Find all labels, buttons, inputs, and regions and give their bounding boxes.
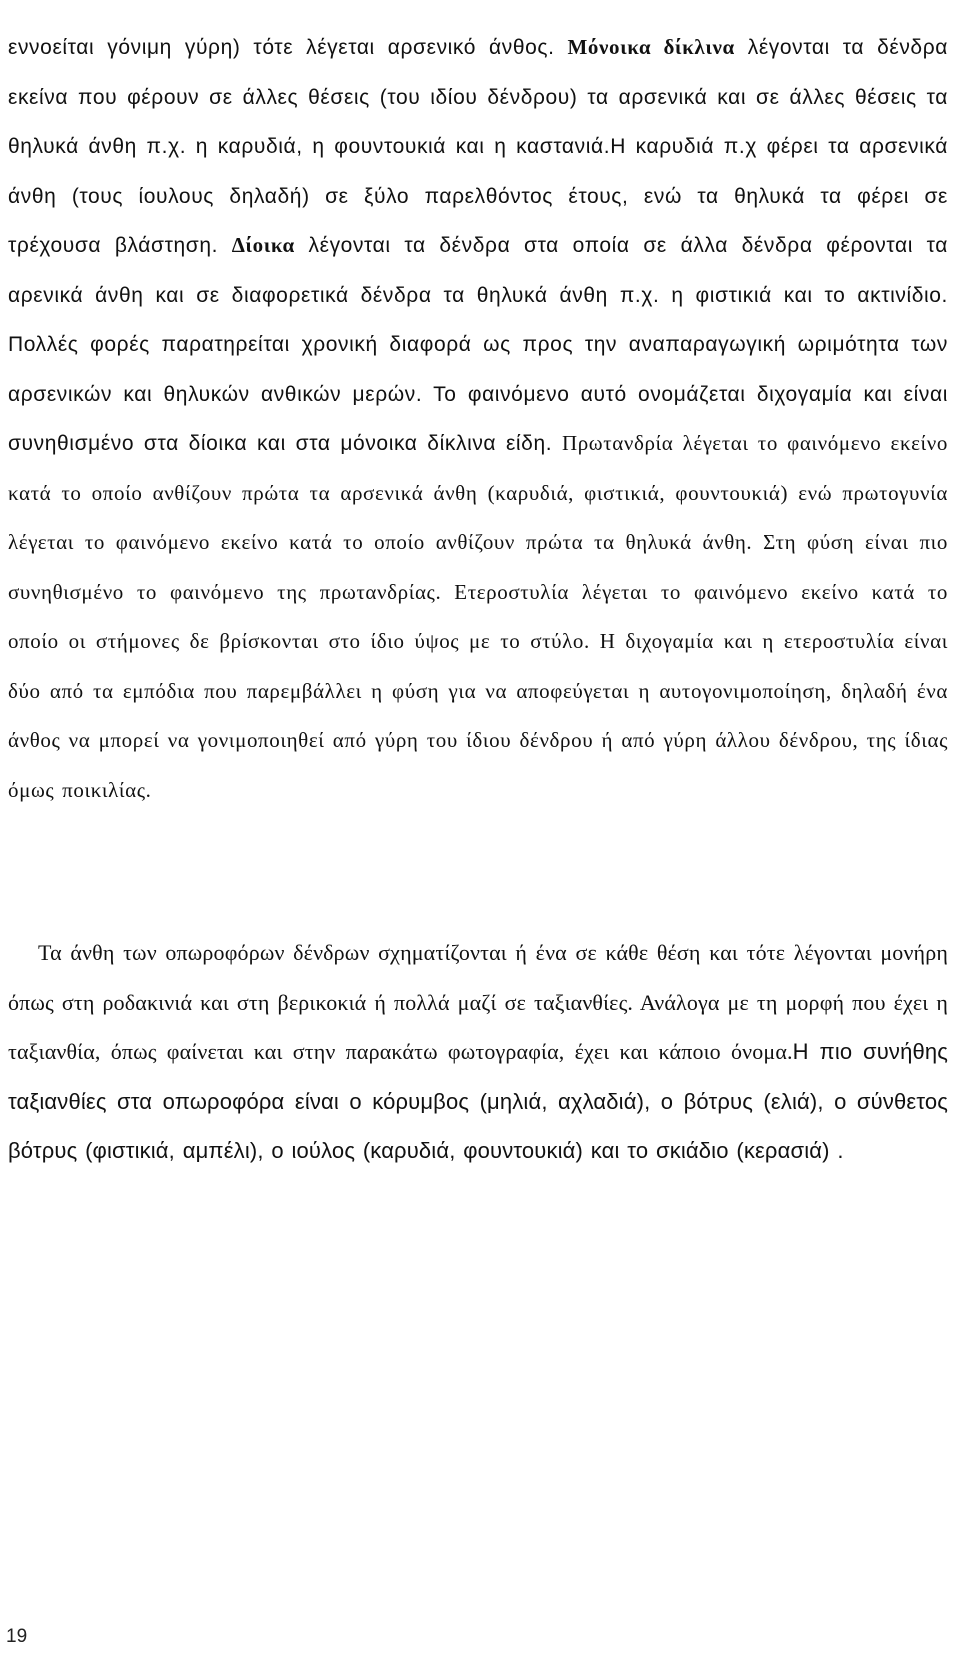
paragraph-text: Πρωτανδρία λέγεται το φαινόμενο εκείνο κατά το οποίο ανθίζουν πρώτα τα αρσενικά άνθη (καρυδιά, φιστικιά, φουντουκιά) ενώ πρωτογυνία λέγεται το φαινόμενο εκείνο κατά το οποίο ανθίζουν πρώτα τα θηλυκά άνθη. Στη φύση είναι πιο συνηθισμένο το φαινόμενο της πρωτανδρίας. Ετεροστυλία λέγεται το φαινόμενο εκείνο κατά το οποίο οι στήμονες δε βρίσκονται στο ίδιο ύψος με το στύλο. Η διχογαμία και η ετεροστυλία είναι δύο από τα εμπόδια που παρεμβάλλει η φύση για να αποφεύγεται η αυτογονιμοποίηση, δηλαδή ένα άνθος να μπορεί να γονιμοποιηθεί από γύρη του ίδιου δένδρου ή από γύρη άλλου δένδρου, της ίδιας όμως ποικιλίας. bbox=[8, 431, 948, 802]
paragraph-text: Η πιο συνήθης ταξιανθίες στα οπωροφόρα είναι ο κόρυμβος (μηλιά, αχλαδιά), ο βότρυς (ελιά), ο σύνθετος βότρυς (φιστικιά, αμπέλι), ο ιούλος (καρυδιά, φουντουκιά) και το σκιάδιο (κερασιά) . bbox=[8, 1039, 948, 1163]
paragraph-text: λέγονται τα δένδρα εκείνα που φέρουν σε άλλες θέσεις (του ιδίου δένδρου) τα αρσενικά και σε άλλες θέσεις τα θηλυκά άνθη π.χ. η καρυδιά, η φουντουκιά και η καστανιά.Η καρυδιά π.χ φέρει τα αρσενικά άνθη (τους ίουλους δηλαδή) σε ξύλο παρελθόντος έτους, ενώ τα θηλυκά τα φέρει σε τρέχουσα βλάστηση. bbox=[8, 36, 949, 257]
term-monoecious-diclinous: Μόνοικα δίκλινα bbox=[567, 35, 735, 59]
paragraph-text: λέγονται τα δένδρα στα οποία σε άλλα δένδρα φέρονται τα αρενικά άνθη και σε διαφορετικά δένδρα τα θηλυκά άνθη π.χ. η φιστικιά και το ακτινίδιο. Πολλές φορές παρατηρείται χρονική διαφορά ως προς την αναπαραγωγική ωριμότητα των αρσενικών και θηλυκών ανθικών μερών. Το φαινόμενο αυτό ονομάζεται διχογαμία και είναι συνηθισμένο στα δίοικα και στα μόνοικα δίκλινα είδη. bbox=[8, 234, 949, 455]
term-dioecious: Δίοικα bbox=[231, 233, 295, 257]
paragraph-flower-types bbox=[8, 23, 948, 815]
page-number: 19 bbox=[6, 1626, 28, 1647]
paragraph-inflorescences bbox=[8, 928, 948, 1176]
paragraph-text: Τα άνθη των οπωροφόρων δένδρων σχηματίζονται ή ένα σε κάθε θέση και τότε λέγονται μονήρη όπως στη ροδακινιά και στη βερικοκιά ή πολλά μαζί σε ταξιανθίες. Ανάλογα με τη μορφή που έχει η ταξιανθία, όπως φαίνεται και στην παρακάτω φωτογραφία, έχει και κάποιο όνομα. bbox=[8, 940, 948, 1064]
paragraph-text: εννοείται γόνιμη γύρη) τότε λέγεται αρσενικό άνθος. bbox=[8, 36, 555, 59]
